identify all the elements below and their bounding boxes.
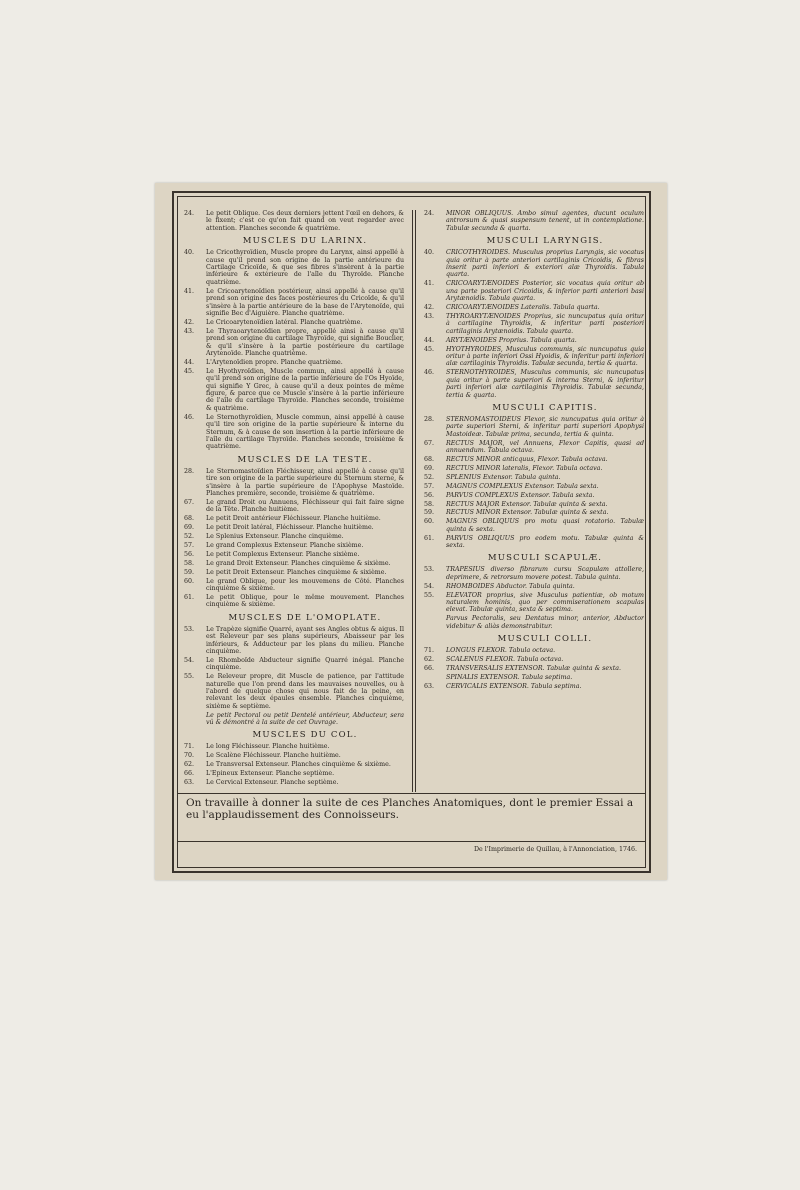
- muscle-description: Le petit Complexus Extenseur. Planche sixième.: [206, 550, 360, 558]
- muscle-description: Le Cricoarytenoïdien postérieur, ainsi appellé à cause qu'il prend son origine des faces postérieures du Cricoïde, & qu'il s'insère à la partie antérieure de la base de l'Arytenoïde, qui signifie Bec d'Aiguière. Planche quatrième.: [206, 287, 404, 317]
- plate-reference-number: 54.: [424, 582, 435, 590]
- muscle-entry: [424, 456, 644, 463]
- muscle-entry: [424, 647, 644, 654]
- plate-reference-number: 61.: [424, 534, 435, 542]
- muscle-description: PARVUS OBLIQUUS pro eodem motu. Tabulæ quinta & sexta.: [446, 534, 644, 550]
- plate-reference-number: 63.: [184, 779, 195, 787]
- plate-reference-number: 68.: [424, 455, 435, 463]
- plate-reference-number: 71.: [184, 743, 195, 751]
- plate-reference-number: 41.: [184, 287, 195, 295]
- muscle-description: Le Hyothyroïdien, Muscle commun, ainsi appellé à cause qu'il prend son origine de la partie inférieure de l'Os Hyoïde, qui signifie Y Grec, à cause qu'il a deux pointes de même figure, & parce que ce Muscle s'insère à la partie inférieure de l'aîle du cartilage Thyroïde. Planches seconde, troisième & quatrième.: [206, 367, 404, 412]
- muscle-description: STERNOTHYROIDES, Musculus communis, sic nuncupatus quia oritur à parte superiori & interna Sterni, & inferitur parti inferiori alæ cartilaginis Thyroidis. Tabulæ secunda, tertia & quarta.: [446, 369, 644, 399]
- section-heading: MUSCULI LARYNGIS.: [486, 236, 604, 247]
- plate-reference-number: 52.: [424, 473, 435, 481]
- plate-reference-number: 60.: [184, 577, 195, 585]
- muscle-description: RECTUS MAJOR, vel Annuens, Flexor Capitis, quasi ad annuendum. Tabula octava.: [446, 439, 644, 455]
- imprint-line: De l'Imprimerie de Quillau, à l'Annonciation, 1746.: [473, 846, 637, 853]
- muscle-description: RECTUS MINOR anticquus, Flexor. Tabula octava.: [446, 455, 608, 463]
- muscle-description: MAGNUS OBLIQUUS pro motu quasi rotatorio. Tabulæ quinta & sexta.: [446, 518, 644, 533]
- muscle-description: RHOMBOIDES Abductor. Tabula quinta.: [446, 582, 575, 590]
- muscle-description: RECTUS MAJOR Extensor. Tabulæ quinta & sexta.: [446, 500, 608, 508]
- muscle-entry: [184, 779, 404, 786]
- plate-reference-number: 24.: [424, 210, 435, 217]
- plate-reference-number: 69.: [184, 524, 195, 532]
- plate-reference-number: 66.: [184, 770, 195, 778]
- printed-sheet: [155, 183, 667, 880]
- muscle-entry: [184, 328, 404, 358]
- plate-reference-number: 60.: [424, 518, 435, 526]
- muscle-entry: [184, 368, 404, 412]
- muscle-description: MAGNUS COMPLEXUS Extensor. Tabula sexta.: [446, 482, 599, 490]
- muscle-description: TRANSVERSALIS EXTENSOR. Tabulæ quinta & sexta.: [446, 665, 621, 672]
- muscle-entry: [184, 288, 404, 318]
- plate-reference-number: 44.: [424, 336, 435, 344]
- muscle-entry: [424, 656, 644, 663]
- muscle-entry: [424, 501, 644, 508]
- muscle-description: CRICOTHYROIDES. Musculus proprius Laryngis, sic vocatus quia oritur à parte anteriori cartilaginis Cricoidis, & fibras inserit parti inferiori & exteriori alæ Thyroidis. Tabula quarta.: [446, 249, 644, 279]
- muscle-description: Le petit Oblique, pour le même mouvement. Planches cinquième & sixième.: [206, 593, 404, 609]
- muscle-entry: [184, 761, 404, 768]
- muscle-entry: [184, 770, 404, 777]
- plate-reference-number: 52.: [184, 533, 195, 541]
- muscle-entry: [424, 440, 644, 455]
- plate-reference-number: 57.: [424, 482, 435, 490]
- muscle-entry: [424, 683, 644, 690]
- muscle-description: Le grand Oblique, pour les mouvemens de Côté. Planches cinquième & sixième.: [206, 577, 404, 592]
- muscle-description: Le Cervical Extenseur. Planche septième.: [206, 779, 339, 787]
- muscle-entry: [424, 583, 644, 590]
- muscle-entry: [424, 674, 644, 681]
- muscle-entry: [184, 533, 404, 540]
- muscle-entry: [184, 560, 404, 567]
- muscle-description: SPLENIUS Extensor. Tabula quinta.: [446, 473, 561, 481]
- muscle-entry: [424, 518, 644, 533]
- muscle-entry: [424, 280, 644, 302]
- muscle-description: Le Cricothyroïdien, Muscle propre du Larynx, ainsi appellé à cause qu'il prend son origine de la partie antérieure du Cartilage Cricoïde, & que ses fibres s'insèrent à la partie inférieure & extérieure de l'aîle du Thyroïde. Planche quatrième.: [206, 249, 404, 286]
- column-divider-inner: [415, 210, 416, 792]
- muscle-description: MINOR OBLIQUUS. Ambo simul agentes, ducunt oculum antrorsum & quasi suspensum tenent, ut in contemplatione. Tabulæ secunda & quarta.: [446, 210, 644, 232]
- muscle-entry: [424, 210, 644, 232]
- plate-reference-number: 66.: [424, 665, 435, 672]
- plate-reference-number: 44.: [184, 358, 195, 366]
- conclusion-text: On travaille à donner la suite de ces Planches Anatomiques, dont le premier Essai a eu l'applaudissement des Connoisseurs.: [186, 797, 634, 821]
- muscle-entry: [424, 535, 644, 550]
- muscle-entry: [184, 499, 404, 514]
- page-frame: [172, 191, 651, 873]
- muscle-entry: [424, 665, 644, 672]
- muscle-description: L'Arytenoïdien propre. Planche quatrième.: [206, 358, 343, 366]
- muscle-description: Le petit Oblique. Ces deux derniers jettent l'œil en dehors, & le fixent; c'est ce qu'on fait quand on veut regarder avec attention. Planches seconde & quatrième.: [206, 210, 404, 232]
- plate-reference-number: 69.: [424, 464, 435, 472]
- muscle-entry: [184, 210, 404, 232]
- muscle-entry: [424, 509, 644, 516]
- plate-reference-number: 42.: [424, 304, 435, 312]
- muscle-description: TRAPESIUS diverso fibrarum cursu Scapulam attollere, deprimere, & retrorsum movere potest. Tabula quinta.: [446, 566, 644, 581]
- muscle-entry: [184, 743, 404, 750]
- plate-reference-number: 71.: [424, 647, 435, 655]
- muscle-entry: [184, 594, 404, 609]
- section-heading: MUSCLES DE LA TESTE.: [237, 454, 373, 465]
- muscle-entry: [184, 626, 404, 656]
- muscle-description: PARVUS COMPLEXUS Extensor. Tabula sexta.: [446, 491, 595, 499]
- muscle-description: Le petit Droit latéral, Fléchisseur. Planche huitième.: [206, 524, 374, 532]
- plate-reference-number: 28.: [184, 467, 195, 475]
- plate-reference-number: 40.: [424, 249, 435, 257]
- muscle-description: Le grand Complexus Extenseur. Planche sixième.: [206, 541, 364, 549]
- section-heading: MUSCULI SCAPULÆ.: [487, 553, 603, 564]
- plate-reference-number: 45.: [424, 345, 435, 353]
- muscle-description: Le Releveur propre, dit Muscle de patience, par l'attitude naturelle que l'on prend dans les mauvaises nouvelles, ou à l'abord de quelque chose qui nous fait de la peine, en relevant les deux épaules ensemble. Planches cinquième, sixième & septième.: [206, 673, 404, 710]
- muscle-entry: [424, 465, 644, 472]
- muscle-description: RECTUS MINOR lateralis, Flexor. Tabula octava.: [446, 464, 603, 472]
- muscle-entry: [184, 524, 404, 531]
- muscle-entry: [424, 483, 644, 490]
- muscle-entry: [424, 566, 644, 581]
- muscle-description: Le Transversal Extenseur. Planches cinquième & sixième.: [206, 761, 391, 769]
- muscle-description: Le grand Droit ou Annuens, Fléchisseur qui fait faire signe de la Tête. Planche huitième.: [206, 498, 404, 514]
- muscle-entry: [424, 346, 644, 368]
- muscle-entry: [424, 592, 644, 614]
- section-heading: MUSCULI COLLI.: [497, 634, 593, 645]
- muscle-description: Le long Fléchisseur. Planche huitième.: [206, 743, 330, 751]
- muscle-description: CERVICALIS EXTENSOR. Tabula septima.: [446, 682, 582, 690]
- muscle-entry: [424, 369, 644, 399]
- plate-reference-number: 55.: [184, 673, 195, 681]
- muscle-entry: [184, 752, 404, 759]
- muscle-entry: [184, 542, 404, 549]
- plate-reference-number: 43.: [424, 312, 435, 320]
- plate-reference-number: 59.: [424, 509, 435, 517]
- muscle-entry: [424, 313, 644, 335]
- plate-reference-number: 56.: [184, 550, 195, 558]
- section-heading: MUSCLES DU LARINX.: [242, 236, 368, 247]
- muscle-entry: [184, 414, 404, 451]
- muscle-description: ELEVATOR proprius, sive Musculus patientiæ, ob motum naturalem hominis, quo per commiserationem scapulas elevat. Tabulæ quinta, sexta & septima.: [446, 591, 644, 614]
- plate-reference-number: 57.: [184, 541, 195, 549]
- muscle-entry: [184, 657, 404, 672]
- plate-reference-number: 62.: [424, 656, 435, 664]
- plate-reference-number: 40.: [184, 249, 195, 257]
- muscle-description: SPINALIS EXTENSOR. Tabula septima.: [446, 673, 573, 681]
- column-divider: [412, 210, 413, 792]
- muscle-description: THYROARYTÆNOIDES Proprius, sic nuncupatus quia oritur à cartilagine Thyroidis, & inferitur parti posteriori cartilaginis Arytænoidis. Tabula quarta.: [446, 312, 644, 335]
- muscle-description: CRICOARYTÆNOIDES Lateralis. Tabula quarta.: [446, 304, 600, 312]
- plate-reference-number: 28.: [424, 415, 435, 423]
- muscle-description: CRICOARYTÆNOIDES Posterior, sic vocatus quia oritur ab una parte posteriori Cricoidis, & inferior parti anteriori basi Arytænoidis. Tabula quarta.: [446, 280, 644, 303]
- plate-reference-number: 54.: [184, 656, 195, 664]
- plate-reference-number: 56.: [424, 491, 435, 499]
- section-note: Le petit Pectoral ou petit Dentelé antérieur, Abducteur, sera vû & démontré à la suite de cet Ouvrage.: [206, 711, 404, 727]
- muscle-entry: [424, 416, 644, 438]
- muscle-entry: [184, 359, 404, 366]
- plate-reference-number: 53.: [424, 566, 435, 574]
- muscle-description: ARYTÆNOIDES Proprius. Tabula quarta.: [446, 336, 577, 344]
- latin-column: [424, 210, 644, 790]
- muscle-entry: [424, 249, 644, 279]
- plate-reference-number: 46.: [424, 369, 435, 377]
- muscle-entry: [184, 319, 404, 326]
- muscle-entry: [184, 515, 404, 522]
- muscle-entry: [184, 673, 404, 710]
- muscle-entry: [424, 474, 644, 481]
- muscle-description: RECTUS MINOR Extensor. Tabulæ quinta & sexta.: [446, 509, 609, 517]
- muscle-description: Le petit Droit Extenseur. Planches cinquième & sixième.: [206, 568, 387, 576]
- muscle-entry: [184, 569, 404, 576]
- muscle-description: L'Epineux Extenseur. Planche septième.: [206, 770, 335, 778]
- muscle-entry: [424, 304, 644, 311]
- plate-reference-number: 43.: [184, 327, 195, 335]
- plate-reference-number: 45.: [184, 367, 195, 375]
- section-heading: MUSCLES DU COL.: [252, 730, 358, 741]
- plate-reference-number: 59.: [184, 568, 195, 576]
- french-column: [184, 210, 404, 790]
- section-heading: MUSCULI CAPITIS.: [492, 402, 598, 413]
- imprint-rule: [177, 841, 646, 842]
- plate-reference-number: 42.: [184, 318, 195, 326]
- plate-reference-number: 41.: [424, 280, 435, 288]
- plate-reference-number: 58.: [184, 559, 195, 567]
- muscle-description: SCALENUS FLEXOR. Tabula octava.: [446, 656, 564, 664]
- plate-reference-number: 70.: [184, 752, 195, 760]
- plate-reference-number: 63.: [424, 682, 435, 690]
- plate-reference-number: 58.: [424, 500, 435, 508]
- muscle-description: Le Thyraoarytenoïdien propre, appellé ainsi à cause qu'il prend son origine du cartilage Thyroïde, qui signifie Bouclier, & qu'il s'insère à la partie postérieure du cartilage Arytenoïde. Planche quatrième.: [206, 327, 404, 357]
- muscle-description: Le Rhomboïde Abducteur signifie Quarré inégal. Planche cinquième.: [206, 656, 404, 672]
- section-heading: MUSCLES DE L'OMOPLATE.: [228, 612, 382, 623]
- muscle-entry: [184, 468, 404, 498]
- muscle-entry: [424, 337, 644, 344]
- muscle-description: Le Trapèze signifie Quarré, ayant ses Angles obtus & aigus. Il est Releveur par ses plans supérieurs, Abaisseur par les inférieurs, & Adducteur par les plans du milieu. Planche cinquième.: [206, 625, 404, 655]
- muscle-description: Le Scalène Fléchisseur. Planche huitième.: [206, 752, 341, 760]
- muscle-description: Le Cricoarytenoïdien latéral. Planche quatrième.: [206, 318, 363, 326]
- plate-reference-number: 67.: [184, 498, 195, 506]
- plate-reference-number: 24.: [184, 210, 195, 217]
- muscle-entry: [424, 492, 644, 499]
- section-note: Parvus Pectoralis, seu Dentatus minor, anterior, Abductor videbitur & aliàs demonstrabitur.: [446, 615, 644, 630]
- muscle-description: Le Sternomastoïdien Fléchisseur, ainsi appellé à cause qu'il tire son origine de la partie supérieure du Sternum sterne, & s'insère à la partie supérieure de l'Apophyse Mastoïde. Planches première, seconde, troisième & quatrième.: [206, 467, 404, 497]
- plate-reference-number: 68.: [184, 515, 195, 523]
- plate-reference-number: 62.: [184, 761, 195, 769]
- plate-reference-number: 46.: [184, 413, 195, 421]
- muscle-description: Le Sternothyroïdien, Muscle commun, ainsi appellé à cause qu'il tire son origine de la partie supérieure & interne du Sternum, & à cause de son insertion à la partie inférieure de l'aîle du cartilage Thyroïde. Planches seconde, troisième & quatrième.: [206, 413, 404, 451]
- plate-reference-number: 55.: [424, 591, 435, 599]
- muscle-description: LONGUS FLEXOR. Tabula octava.: [446, 647, 556, 655]
- muscle-description: HYOTHYROIDES, Musculus communis, sic nuncupatus quia oritur à parte inferiori Ossi Hyoidis, & inferitur parti inferiori alæ cartilaginis Thyroidis. Tabulæ secunda, tertia & quarta.: [446, 345, 644, 368]
- plate-reference-number: 67.: [424, 439, 435, 447]
- muscle-entry: [184, 551, 404, 558]
- muscle-entry: [184, 249, 404, 286]
- conclusion-top-rule: [177, 793, 646, 794]
- muscle-description: Le grand Droit Extenseur. Planches cinquième & sixième.: [206, 559, 391, 567]
- plate-reference-number: 53.: [184, 625, 195, 633]
- muscle-description: Le petit Droit antérieur Fléchisseur. Planche huitième.: [206, 515, 381, 523]
- muscle-entry: [184, 578, 404, 593]
- muscle-description: STERNOMASTOIDEUS Flexor, sic nuncupatus quia oritur à parte superiori Sterni, & inferitur parti superiori Apophysi Mastoideæ. Tabulæ prima, secunda, tertia & quinta.: [446, 415, 644, 438]
- plate-reference-number: 61.: [184, 593, 195, 601]
- muscle-description: Le Splenius Extenseur. Planche cinquième.: [206, 533, 344, 541]
